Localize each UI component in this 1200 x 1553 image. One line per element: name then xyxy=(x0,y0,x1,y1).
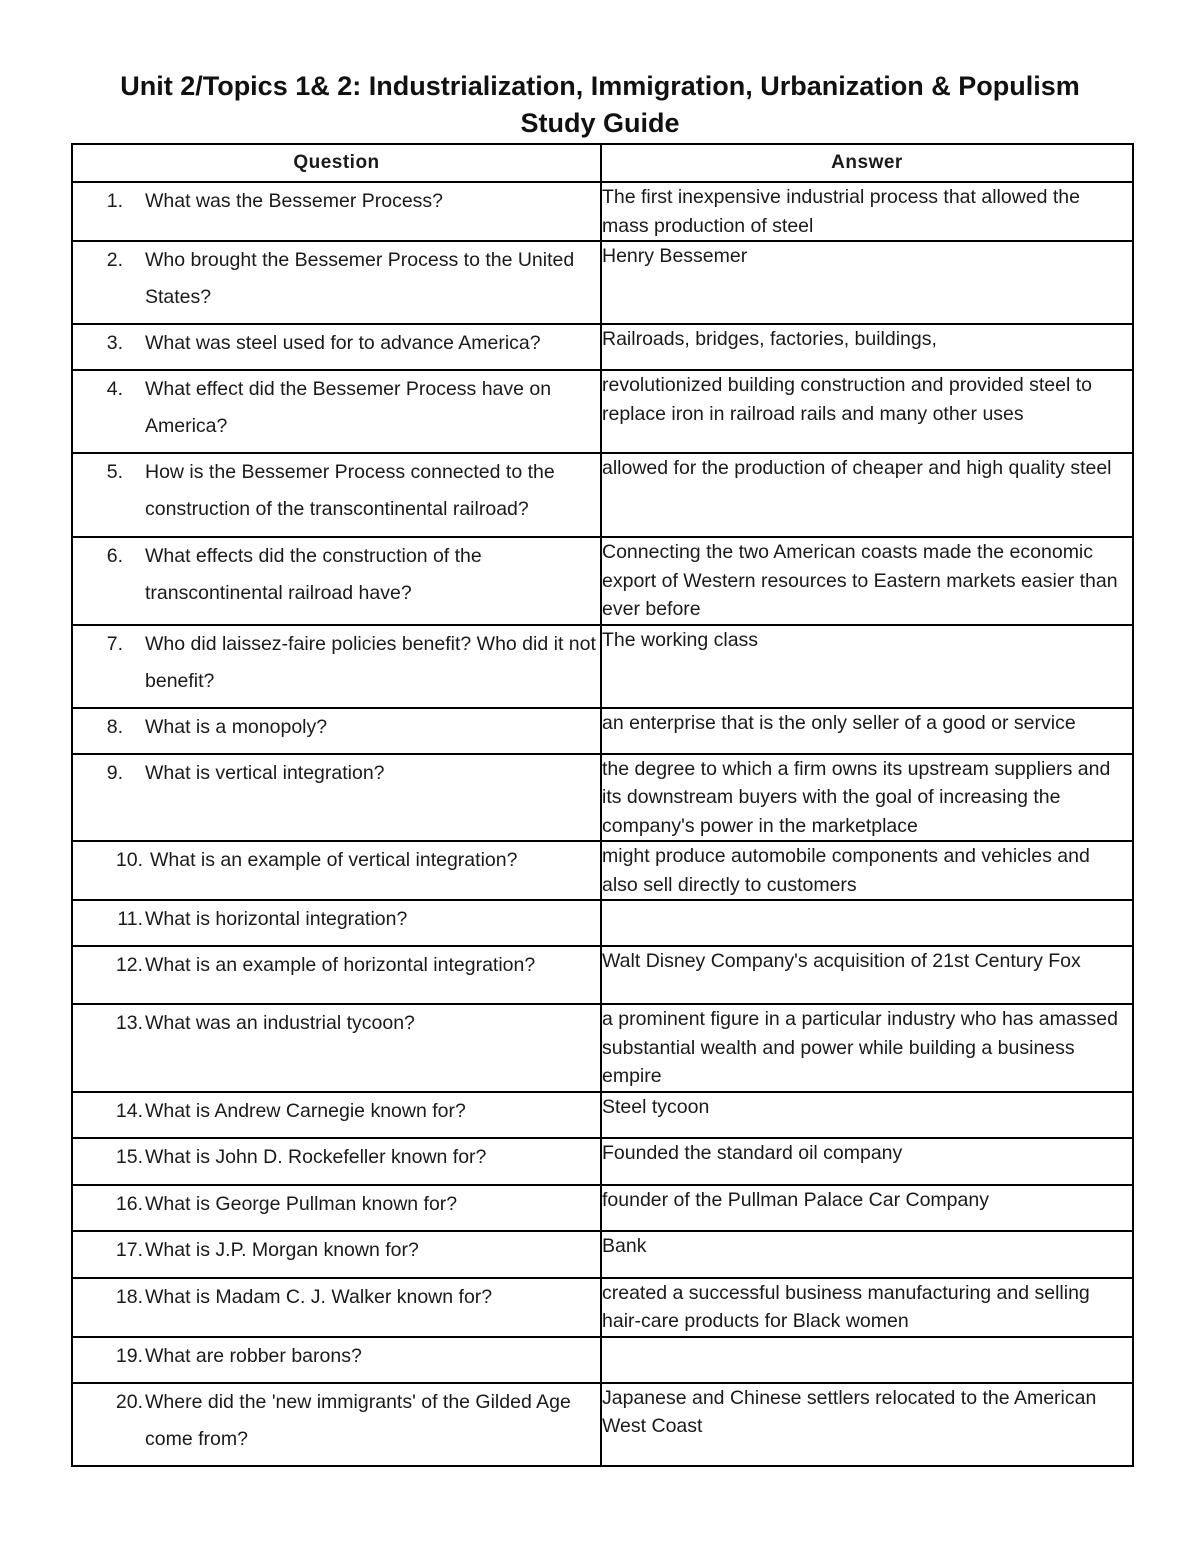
answer-cell: The first inexpensive industrial process that allowed the mass production of steel xyxy=(601,182,1133,241)
table-row xyxy=(72,1337,1133,1383)
answer-cell: created a successful business manufacturing and selling hair-care products for Black women xyxy=(601,1278,1133,1337)
question-text: What is J.P. Morgan known for? xyxy=(145,1238,419,1261)
table-row xyxy=(72,708,1133,754)
question-text: What is horizontal integration? xyxy=(145,908,408,930)
table-row xyxy=(72,324,1133,370)
question-cell xyxy=(72,370,601,453)
answer-cell: allowed for the production of cheaper and high quality steel xyxy=(601,453,1133,537)
question-text: Who did laissez-faire policies benefit? Who did it not benefit? xyxy=(145,632,596,692)
answer-cell xyxy=(601,1337,1133,1383)
question-cell xyxy=(72,1231,601,1278)
question-text: What was the Bessemer Process? xyxy=(145,190,444,212)
question-cell xyxy=(72,241,601,324)
table-row xyxy=(72,946,1133,1004)
question-number: 7. xyxy=(106,632,123,655)
answer-header: Answer xyxy=(601,144,1133,182)
question-text: What was steel used for to advance America? xyxy=(145,332,541,354)
answer-cell: Railroads, bridges, factories, buildings, xyxy=(601,324,1133,370)
question-text: What is a monopoly? xyxy=(145,715,328,738)
question-number: 15. xyxy=(115,1145,143,1168)
question-cell xyxy=(72,182,601,241)
question-number: 16. xyxy=(115,1192,143,1215)
table-row xyxy=(72,1278,1133,1337)
answer-cell: Founded the standard oil company xyxy=(601,1138,1133,1185)
question-text: What is an example of horizontal integration? xyxy=(145,954,536,976)
question-cell xyxy=(72,946,601,1004)
question-number: 20. xyxy=(115,1390,143,1413)
question-cell xyxy=(72,453,601,537)
table-row xyxy=(72,1138,1133,1185)
header-row xyxy=(72,144,1133,182)
study-guide-table xyxy=(71,143,1134,1467)
answer-cell: an enterprise that is the only seller of a good or service xyxy=(601,708,1133,754)
question-cell xyxy=(72,754,601,842)
table-row xyxy=(72,182,1133,241)
question-cell xyxy=(72,625,601,708)
question-number: 12. xyxy=(115,954,143,976)
question-text: What effects did the construction of the transcontinental railroad have? xyxy=(145,545,482,604)
answer-cell: Connecting the two American coasts made the economic export of Western resources to Eastern markets easier than ever before xyxy=(601,537,1133,625)
table-row xyxy=(72,625,1133,708)
question-text: Where did the 'new immigrants' of the Gilded Age come from? xyxy=(145,1390,571,1450)
question-number: 17. xyxy=(115,1238,143,1261)
question-number: 2. xyxy=(106,249,123,271)
question-cell xyxy=(72,900,601,946)
question-number: 4. xyxy=(106,378,123,400)
answer-cell: Steel tycoon xyxy=(601,1092,1133,1138)
question-cell xyxy=(72,1185,601,1231)
answer-cell: a prominent figure in a particular industry who has amassed substantial wealth and power while building a business empire xyxy=(601,1004,1133,1092)
question-cell xyxy=(72,537,601,625)
answer-cell: the degree to which a firm owns its upstream suppliers and its downstream buyers with the goal of increasing the company's power in the marketplace xyxy=(601,754,1133,842)
question-number: 5. xyxy=(106,461,123,483)
table-row xyxy=(72,841,1133,900)
question-text: What is vertical integration? xyxy=(145,761,385,784)
table-row xyxy=(72,754,1133,842)
table-row xyxy=(72,453,1133,537)
answer-cell: Henry Bessemer xyxy=(601,241,1133,324)
answer-cell: founder of the Pullman Palace Car Company xyxy=(601,1185,1133,1231)
question-text: What effect did the Bessemer Process have on America? xyxy=(145,378,552,437)
table-row xyxy=(72,1231,1133,1278)
table-row xyxy=(72,370,1133,453)
question-number: 8. xyxy=(106,715,123,738)
question-cell xyxy=(72,1278,601,1337)
table-row xyxy=(72,1185,1133,1231)
question-number: 19. xyxy=(115,1344,143,1367)
question-text: What are robber barons? xyxy=(145,1344,362,1367)
table-row xyxy=(72,1383,1133,1466)
question-cell xyxy=(72,324,601,370)
question-text: What was an industrial tycoon? xyxy=(145,1012,415,1034)
question-number: 10. xyxy=(115,849,143,871)
document-subtitle: Study Guide xyxy=(520,108,680,138)
answer-cell: might produce automobile components and vehicles and also sell directly to customers xyxy=(601,841,1133,900)
question-cell xyxy=(72,1092,601,1138)
answer-cell: Japanese and Chinese settlers relocated to the American West Coast xyxy=(601,1383,1133,1466)
question-text: Who brought the Bessemer Process to the United States? xyxy=(145,249,575,308)
question-cell xyxy=(72,1337,601,1383)
question-text: What is Madam C. J. Walker known for? xyxy=(145,1285,493,1308)
question-cell xyxy=(72,708,601,754)
answer-cell: Bank xyxy=(601,1231,1133,1278)
question-cell xyxy=(72,1138,601,1185)
question-number: 11. xyxy=(117,908,143,930)
answer-cell: Walt Disney Company's acquisition of 21st Century Fox xyxy=(601,946,1133,1004)
question-cell xyxy=(72,1383,601,1466)
question-header: Question xyxy=(72,144,601,182)
table-row xyxy=(72,241,1133,324)
document-title: Unit 2/Topics 1& 2: Industrialization, Immigration, Urbanization & Populism xyxy=(120,71,1080,101)
question-text: How is the Bessemer Process connected to the construction of the transcontinental railroad? xyxy=(145,461,555,520)
question-number: 6. xyxy=(106,545,123,567)
question-number: 14. xyxy=(115,1099,143,1122)
question-text: What is George Pullman known for? xyxy=(145,1192,458,1215)
question-number: 9. xyxy=(106,761,123,784)
table-row xyxy=(72,900,1133,946)
question-number: 13. xyxy=(115,1012,143,1034)
question-number: 1. xyxy=(106,190,123,212)
answer-cell: The working class xyxy=(601,625,1133,708)
question-text: What is Andrew Carnegie known for? xyxy=(145,1099,466,1122)
answer-cell: revolutionized building construction and provided steel to replace iron in railroad rails and many other uses xyxy=(601,370,1133,453)
question-number: 18. xyxy=(115,1285,143,1308)
question-text: What is an example of vertical integration? xyxy=(150,849,518,871)
question-text: What is John D. Rockefeller known for? xyxy=(145,1145,487,1168)
table-row xyxy=(72,1092,1133,1138)
table-row xyxy=(72,1004,1133,1092)
answer-cell xyxy=(601,900,1133,946)
question-cell xyxy=(72,1004,601,1092)
table-row xyxy=(72,537,1133,625)
question-number: 3. xyxy=(106,332,123,354)
question-cell xyxy=(72,841,601,900)
